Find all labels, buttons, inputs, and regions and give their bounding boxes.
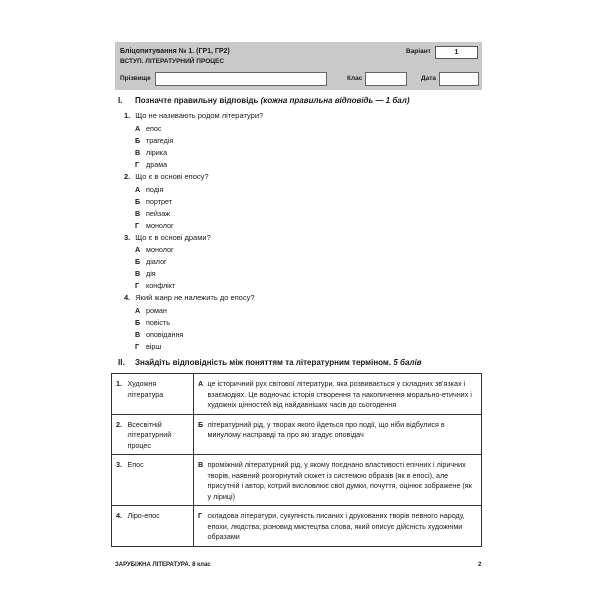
option-text: портрет (146, 197, 173, 206)
option-text: лірика (146, 148, 168, 157)
option-letter: А (135, 185, 141, 194)
section-2-title-text: Знайдіть відповідність між поняттям та літературним терміном. (135, 358, 392, 367)
table-row (112, 506, 482, 547)
section-2-number: II. (118, 358, 125, 367)
option-letter: Б (135, 257, 141, 266)
section-1-title-text: Позначте правильну відповідь (135, 96, 259, 105)
definition-cell: літературний рід, у творах якого йдеться про події, що ніби відбулися в минулому насправді та про які згадує оповідач (206, 414, 482, 455)
option-letter: А (135, 245, 141, 254)
option-letter: Г (135, 160, 140, 169)
answer-option[interactable] (135, 185, 163, 194)
option-text: повість (146, 318, 170, 327)
term-number: 3. (112, 455, 126, 506)
table-row (112, 414, 482, 455)
option-letter: А (135, 124, 141, 133)
date-field[interactable] (439, 72, 479, 86)
definition-letter: Г (194, 506, 206, 547)
option-text: роман (146, 306, 167, 315)
option-letter: Б (135, 136, 141, 145)
surname-field[interactable] (155, 72, 327, 86)
term-number: 2. (112, 414, 126, 455)
option-letter: Г (135, 342, 140, 351)
option-letter: В (135, 148, 141, 157)
worksheet-subtitle: ВСТУП. ЛІТЕРАТУРНИЙ ПРОЦЕС (120, 58, 225, 65)
option-text: монолог (146, 221, 174, 230)
answer-option[interactable] (135, 306, 167, 315)
variant-label: Варіант (406, 48, 431, 55)
option-text: епос (146, 124, 162, 133)
question-number: 1. (124, 111, 131, 120)
option-text: подія (146, 185, 164, 194)
question-4 (124, 293, 255, 302)
option-text: трагедія (146, 136, 174, 145)
question-text: Який жанр не належить до епосу? (135, 293, 255, 302)
term-cell: Ліро-епос (126, 506, 194, 547)
section-2-title (135, 358, 422, 367)
answer-option[interactable] (135, 124, 161, 133)
answer-option[interactable] (135, 330, 183, 339)
answer-option[interactable] (135, 136, 173, 145)
option-letter: В (135, 269, 141, 278)
page-number: 2 (478, 562, 482, 568)
term-cell: Художня література (126, 374, 194, 415)
answer-option[interactable] (135, 197, 172, 206)
term-number: 4. (112, 506, 126, 547)
answer-option[interactable] (135, 318, 170, 327)
question-2 (124, 172, 209, 181)
option-letter: Г (135, 221, 140, 230)
class-field[interactable] (365, 72, 407, 86)
definition-letter: Б (194, 414, 206, 455)
option-letter: А (135, 306, 141, 315)
answer-option[interactable] (135, 160, 167, 169)
answer-option[interactable] (135, 257, 167, 266)
option-text: діалог (146, 257, 167, 266)
section-1-title (135, 96, 410, 105)
footer-subject: ЗАРУБІЖНА ЛІТЕРАТУРА. 8 клас (115, 562, 211, 568)
answer-option[interactable] (135, 342, 161, 351)
question-text: Що є в основі драми? (135, 233, 211, 242)
question-text: Що не називають родом літератури? (135, 111, 264, 120)
answer-option[interactable] (135, 148, 167, 157)
term-cell: Епос (126, 455, 194, 506)
table-row (112, 455, 482, 506)
question-number: 4. (124, 293, 131, 302)
matching-table (111, 373, 482, 547)
definition-letter: В (194, 455, 206, 506)
option-text: монолог (146, 245, 174, 254)
definition-cell: проміжний літературний рід, у якому поєднано властивості епічних і ліричних творів, наявний розгорнутий сюжет із системою образів (як в епосі), але присутній і автор, котрий висловлює свої думки, почуття, оцінює зображене (як у ліриці) (206, 455, 482, 506)
section-1-title-note: (кожна правильна відповідь — 1 бал) (260, 96, 410, 105)
question-text: Що є в основі епосу? (135, 172, 209, 181)
section-2-title-note: 5 балів (393, 358, 422, 367)
option-letter: Г (135, 281, 140, 290)
class-label: Клас (347, 75, 363, 82)
option-letter: В (135, 330, 141, 339)
table-row (112, 374, 482, 415)
question-number: 2. (124, 172, 131, 181)
date-label: Дата (421, 75, 437, 82)
answer-option[interactable] (135, 269, 156, 278)
option-text: дія (146, 269, 156, 278)
option-letter: Б (135, 318, 141, 327)
worksheet-header (115, 42, 482, 90)
option-text: оповідання (146, 330, 184, 339)
option-letter: В (135, 209, 141, 218)
answer-option[interactable] (135, 221, 174, 230)
question-number: 3. (124, 233, 131, 242)
option-letter: Б (135, 197, 141, 206)
question-3 (124, 233, 211, 242)
definition-letter: А (194, 374, 206, 415)
definition-cell: складова літератури, сукупність писаних і друкованих творів певного народу, епохи, людства; різновид мистецтва слова, який описує дійсність художніми образами (206, 506, 482, 547)
option-text: пейзаж (146, 209, 171, 218)
answer-option[interactable] (135, 209, 170, 218)
option-text: вірш (146, 342, 162, 351)
section-1-number: I. (118, 96, 123, 105)
worksheet-title: Бліцопитування № 1. (ГР1, ГР2) (120, 48, 230, 55)
option-text: конфлікт (146, 281, 176, 290)
surname-label: Прізвище (120, 75, 151, 82)
answer-option[interactable] (135, 245, 174, 254)
term-number: 1. (112, 374, 126, 415)
definition-cell: це історичний рух світової літератури, яка розвивається у складних зв'язках і взаємодіях. Це водночас історія створення та накопичення морально-етичних і художніх цінностей від найдавніших часів до сьогодення (206, 374, 482, 415)
question-1 (124, 111, 263, 120)
answer-option[interactable] (135, 281, 175, 290)
variant-field[interactable]: 1 (435, 46, 478, 59)
option-text: драма (146, 160, 168, 169)
term-cell: Всесвітній літературний процес (126, 414, 194, 455)
